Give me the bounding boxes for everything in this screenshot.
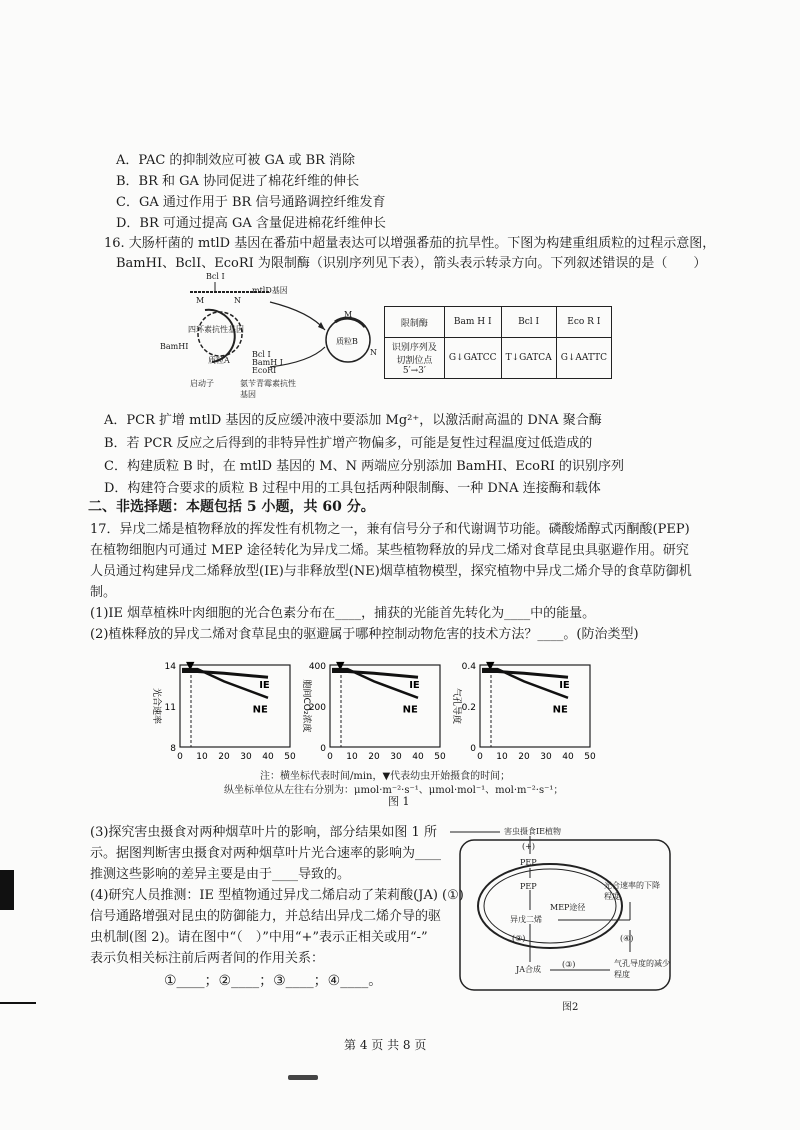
ie-label: IE — [409, 679, 420, 691]
y-axis-label: 胞间CO₂浓度 — [301, 679, 311, 733]
x-tick-label: 0 — [327, 752, 333, 762]
tet-label: 四环素抗性基因 — [188, 325, 244, 334]
y-tick-label: 14 — [164, 662, 176, 672]
q17-sub-3a: (3)探究害虫摄食对两种烟草叶片的影响，部分结果如图 1 所 — [90, 825, 437, 840]
scan-smudge — [288, 1075, 318, 1080]
x-tick-label: 20 — [518, 752, 530, 762]
promoter-label: 启动子 — [190, 379, 214, 388]
x-tick-label: 40 — [562, 752, 574, 762]
ie-series-line — [182, 672, 268, 678]
table-cell: G↓GATCC — [444, 338, 501, 379]
x-tick-label: 10 — [496, 752, 508, 762]
fig2-p4: (④) — [620, 934, 634, 943]
x-tick-label: 0 — [477, 752, 483, 762]
option-d: D．BR 可通过提高 GA 含量促进棉花纤维伸长 — [116, 216, 386, 231]
figure-1 — [150, 655, 610, 808]
y-axis-label: 光合速率 — [151, 687, 161, 725]
table-header: Bcl I — [501, 307, 556, 338]
ne-label: NE — [252, 704, 268, 716]
fig1-note-1: 注：横坐标代表时间/min，▼代表幼虫开始摄食的时间； — [260, 771, 511, 782]
x-tick-label: 50 — [434, 752, 446, 762]
x-tick-label: 20 — [218, 752, 230, 762]
bamhi2-label: BamH I — [252, 358, 283, 367]
feeding-start-marker: ▼ — [486, 659, 495, 672]
y-tick-label: 0.2 — [461, 703, 476, 713]
q16-option-b: B．若 PCR 反应之后得到的非特异性扩增产物偏多，可能是复性过程温度过低造成的 — [104, 436, 593, 451]
q17-sub-4a: (4)研究人员推测：IE 型植物通过异戊二烯启动了茉莉酸(JA) (①) — [90, 888, 464, 903]
bcl-label: Bcl I — [252, 350, 271, 359]
q17-sub-3c: 推测这些影响的差异主要是由于____导致的。 — [90, 867, 351, 882]
q16-stem-2: BamHI、BclI、EcoRI 为限制酶（识别序列见下表），箭头表示转录方向。下列叙述错误的是（ ） — [116, 256, 707, 271]
fig1-note-2: 纵坐标单位从左往右分别为：μmol·m⁻²·s⁻¹、μmol·mol⁻¹、mol·m⁻²·s⁻¹； — [224, 785, 564, 796]
gene-label: mtlD基因 — [252, 286, 288, 295]
fig2-p2: (②) — [512, 934, 526, 943]
ie-series-line — [482, 672, 568, 678]
x-tick-label: 0 — [177, 752, 183, 762]
y-tick-label: 8 — [170, 744, 176, 754]
q17-sub-4b: 信号通路增强对昆虫的防御能力，并总结出异戊二烯介导的驱 — [90, 909, 442, 924]
q16-option-d: D．构建符合要求的质粒 B 过程中用的工具包括两种限制酶、一种 DNA 连接酶和载体 — [104, 481, 601, 496]
bamhi-label: BamHI — [160, 342, 189, 351]
fig2-ja: JA合成 — [516, 965, 541, 974]
x-tick-label: 30 — [390, 752, 402, 762]
q17-para-2: 在植物细胞内可通过 MEP 途径转化为异戊二烯。某些植物释放的异戊二烯对食草昆虫具驱避作用。研究 — [90, 543, 689, 558]
chart-frame — [330, 665, 440, 747]
x-tick-label: 30 — [540, 752, 552, 762]
ne-label: NE — [402, 704, 418, 716]
fig2-pep1: PEP — [520, 858, 537, 867]
q17-para-1: 17．异戊二烯是植物释放的挥发性有机物之一，兼有信号分子和代谢调节功能。磷酸烯醇式丙酮酸(PEP) — [90, 522, 690, 537]
option-b: B．BR 和 GA 协同促进了棉花纤维的伸长 — [116, 174, 360, 189]
figure-2-svg — [450, 822, 690, 1012]
fig2-mep: MEP途径 — [550, 903, 586, 912]
y-tick-label: 400 — [308, 662, 326, 672]
q17-answers: ①____；②____；③____；④____。 — [164, 973, 383, 989]
ecori-label: EcoRI — [252, 366, 277, 375]
n-label: N — [234, 296, 241, 305]
section-heading: 二、非选择题：本题包括 5 小题，共 60 分。 — [88, 499, 375, 515]
enzyme-table — [384, 306, 612, 379]
x-tick-label: 40 — [262, 752, 274, 762]
y-axis-label: 气孔导度 — [451, 687, 461, 725]
q17-para-4: 制。 — [90, 585, 117, 600]
y-tick-label: 0 — [320, 744, 326, 754]
figure-2 — [450, 822, 690, 1012]
x-tick-label: 30 — [240, 752, 252, 762]
x-tick-label: 50 — [284, 752, 296, 762]
table-header: 限制酶 — [385, 307, 445, 338]
x-tick-label: 10 — [346, 752, 358, 762]
ie-label: IE — [559, 679, 570, 691]
fig1-caption: 图 1 — [388, 795, 410, 808]
x-tick-label: 50 — [584, 752, 596, 762]
option-a: A．PAC 的抑制效应可被 GA 或 BR 消除 — [116, 153, 356, 168]
plasmid-b-label: 质粒B — [336, 337, 358, 346]
x-tick-label: 10 — [196, 752, 208, 762]
y-tick-label: 11 — [164, 703, 176, 713]
chart-frame — [480, 665, 590, 747]
q17-sub-3b: 示。据图判断害虫摄食对两种烟草叶片光合速率的影响为____ — [90, 846, 442, 861]
fig2-plus: (+) — [522, 842, 535, 851]
amp-label: 氨苄青霉素抗性基因 — [240, 379, 296, 399]
m2-label: M — [344, 310, 353, 319]
table-cell: T↓GATCA — [501, 338, 556, 379]
feeding-start-marker: ▼ — [336, 659, 345, 672]
fig2-photo: 光合速率的下降程度 — [604, 881, 660, 901]
x-tick-label: 40 — [412, 752, 424, 762]
n2-label: N — [370, 348, 377, 357]
fig2-pep2: PEP — [520, 882, 537, 891]
plasmid-a-label: 质粒A — [208, 356, 230, 365]
feeding-start-marker: ▼ — [186, 659, 195, 672]
q16-stem-1: 16. 大肠杆菌的 mtlD 基因在番茄中超量表达可以增强番茄的抗旱性。下图为构建重组质粒的过程示意图， — [104, 236, 716, 251]
y-tick-label: 0.4 — [461, 662, 476, 672]
fig2-stomata: 气孔导度的减少程度 — [614, 959, 670, 979]
y-tick-label: 200 — [308, 703, 326, 713]
ie-label: IE — [259, 679, 270, 691]
q17-sub-4c: 虫机制(图 2)。请在图中“（ ）”中用“+”表示正相关或用“-” — [90, 930, 428, 945]
q17-para-3: 人员通过构建异戊二烯释放型(IE)与非释放型(NE)烟草植物模型，探究植物中异戊二烯介导的食草防御机 — [90, 564, 692, 579]
ne-label: NE — [552, 704, 568, 716]
fig2-p3: (③) — [562, 960, 576, 969]
table-row-label: 识别序列及切割位点 5′→3′ — [385, 338, 445, 379]
table-cell: G↓AATTC — [556, 338, 611, 379]
ie-series-line — [332, 672, 418, 678]
option-c: C．GA 通过作用于 BR 信号通路调控纤维发育 — [116, 195, 386, 210]
table-header-row — [385, 307, 612, 338]
table-row — [385, 338, 612, 379]
figure-1-charts — [150, 655, 610, 767]
table-header: Eco R I — [556, 307, 611, 338]
q17-sub-1: (1)IE 烟草植株叶肉细胞的光合色素分布在____，捕获的光能首先转化为____中的能量。 — [90, 606, 596, 621]
q17-sub-2: (2)植株释放的异戊二烯对食草昆虫的驱避属于哪种控制动物危害的技术方法？____。(防治类型) — [90, 627, 639, 642]
table-header: Bam H I — [444, 307, 501, 338]
y-tick-label: 0 — [470, 744, 476, 754]
m-label: M — [196, 296, 205, 305]
q16-option-c: C．构建质粒 B 时，在 mtlD 基因的 M、N 两端应分别添加 BamHI、EcoRI 的识别序列 — [104, 459, 625, 474]
q16-option-a: A．PCR 扩增 mtlD 基因的反应缓冲液中要添加 Mg²⁺，以激活耐高温的 DNA 聚合酶 — [104, 413, 602, 428]
page-footer: 第 4 页 共 8 页 — [344, 1038, 427, 1052]
plasmid-diagram — [160, 272, 380, 402]
chart-frame — [180, 665, 290, 747]
x-tick-label: 20 — [368, 752, 380, 762]
bcl-top-label: Bcl I — [206, 272, 225, 281]
margin-mark — [0, 870, 14, 910]
fig2-caption: 图2 — [562, 1002, 579, 1013]
fig2-top-label: 害虫摄食IE植物 — [504, 827, 561, 836]
q17-sub-4d: 表示负相关标注前后两者间的作用关系： — [90, 951, 325, 966]
fig2-isoprene: 异戊二烯 — [510, 915, 542, 924]
margin-mark — [0, 1002, 36, 1004]
